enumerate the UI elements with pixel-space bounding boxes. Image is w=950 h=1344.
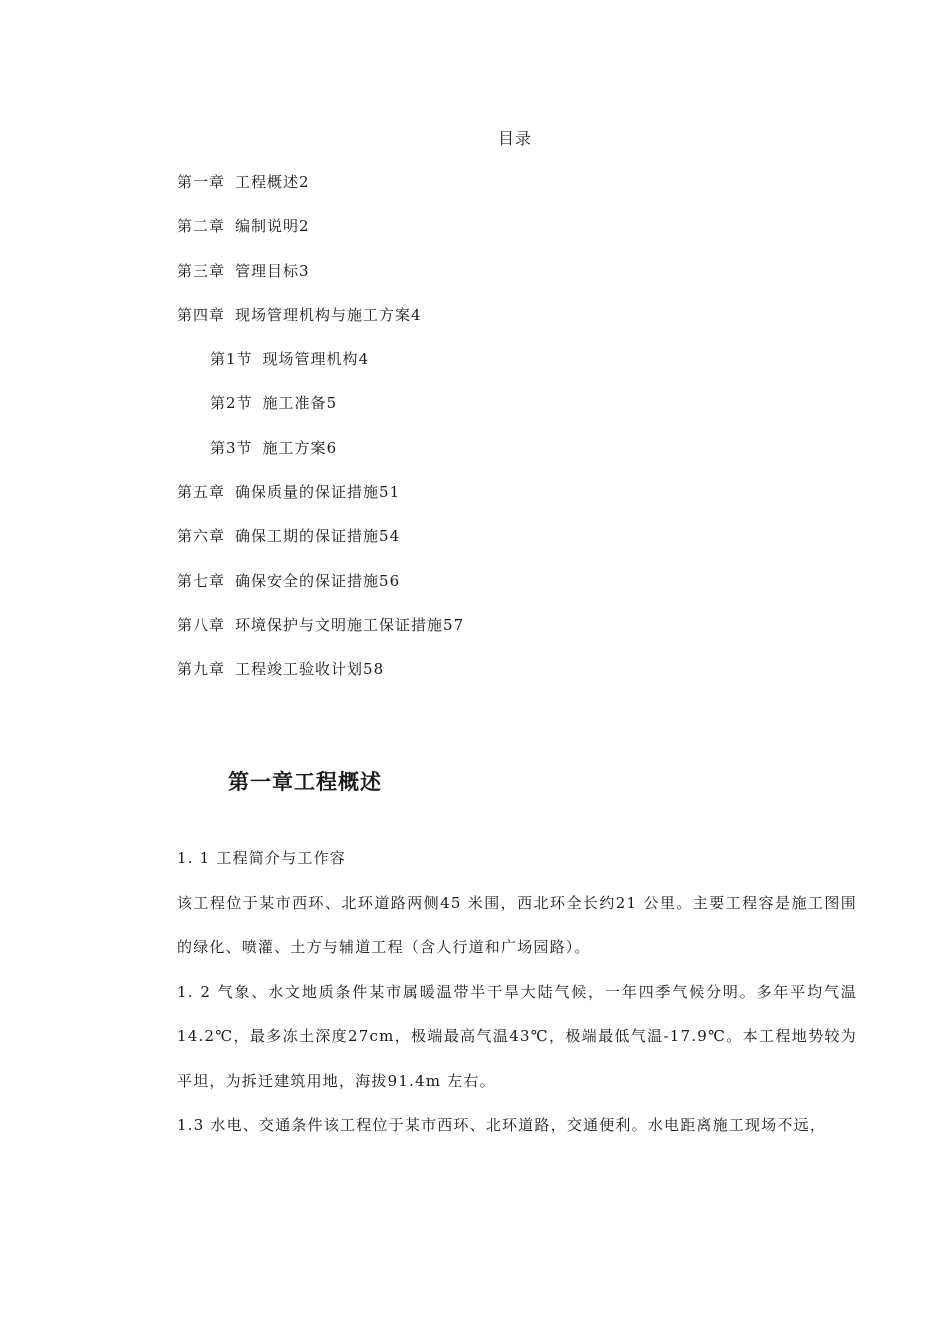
- toc-item-number: 第八章: [177, 615, 226, 634]
- toc-item-page: 4: [411, 305, 422, 324]
- paragraph: 1. 2 气象、水文地质条件某市属暖温带半干旱大陆气候，一年四季气候分明。多年平均气温14.2℃，最多冻土深度27cm，极端最高气温43℃，极端最低气温-17.9℃。本工程地势较为平坦，为拆迁建筑用地，海拔91.4m 左右。: [177, 982, 857, 1090]
- toc-item-number: 第二章: [177, 217, 226, 236]
- toc-item-number: 第四章: [177, 305, 226, 324]
- toc-item-page: 57: [443, 615, 465, 634]
- toc-item-label: 确保安全的保证措施: [235, 571, 380, 590]
- toc-item[interactable]: [177, 215, 857, 259]
- toc-item-label: 编制说明: [235, 217, 300, 236]
- toc-item-page: 51: [379, 483, 401, 502]
- toc-item-label: 环境保护与文明施工保证措施: [235, 615, 444, 634]
- toc-item[interactable]: [177, 260, 857, 304]
- toc-item-number: 第三章: [177, 261, 226, 280]
- toc-item-label: 工程竣工验收计划: [235, 660, 364, 679]
- toc-item-page: 5: [326, 394, 338, 413]
- toc-item[interactable]: [177, 614, 857, 658]
- toc-item-label: 确保工期的保证措施: [235, 527, 380, 546]
- toc-item-page: 58: [363, 660, 385, 679]
- toc-item[interactable]: [177, 525, 857, 569]
- toc-title: 目录: [497, 129, 532, 148]
- toc-item-label: 施工方案: [262, 438, 327, 457]
- toc-item-number: 第2节: [210, 394, 253, 413]
- toc-subitem[interactable]: [177, 348, 857, 392]
- toc-item[interactable]: [177, 570, 857, 614]
- toc-item-label: 施工准备: [262, 394, 327, 413]
- toc-item-number: 第七章: [177, 571, 226, 590]
- toc-item-page: 4: [358, 350, 370, 369]
- section-title: 1. 1 工程简介与工作容: [177, 849, 346, 867]
- toc-item-number: 第六章: [177, 527, 226, 546]
- toc-item-label: 管理目标: [235, 261, 300, 280]
- toc-item[interactable]: [177, 304, 857, 348]
- toc-item-label: 现场管理机构与施工方案: [235, 305, 412, 324]
- table-of-contents: [177, 171, 857, 703]
- toc-item-page: 2: [299, 173, 310, 191]
- toc-item-label: 工程概述: [235, 173, 300, 191]
- toc-item-label: 现场管理机构: [262, 350, 359, 369]
- toc-item[interactable]: [177, 658, 857, 702]
- chapter-body: [177, 836, 857, 1148]
- toc-item-number: 第1节: [210, 350, 253, 369]
- toc-subitem[interactable]: [177, 392, 857, 436]
- toc-item-number: 第3节: [210, 438, 253, 457]
- toc-item-page: 6: [326, 438, 338, 457]
- toc-item-page: 54: [379, 527, 401, 546]
- toc-item-number: 第一章: [177, 173, 226, 191]
- paragraph: 1.3 水电、交通条件该工程位于某市西环、北环道路，交通便利。水电距离施工现场不远，: [177, 1116, 827, 1134]
- chapter-heading: 第一章工程概述: [228, 770, 382, 794]
- toc-subitem[interactable]: [177, 437, 857, 481]
- toc-item[interactable]: [177, 171, 857, 215]
- toc-item-page: 2: [299, 217, 310, 236]
- toc-item-number: 第九章: [177, 660, 226, 679]
- toc-item-number: 第五章: [177, 483, 226, 502]
- toc-item-label: 确保质量的保证措施: [235, 483, 380, 502]
- toc-item-page: 3: [299, 261, 310, 280]
- paragraph: 该工程位于某市西环、北环道路两侧45 米围，西北环全长约21 公里。主要工程容是施工图围的绿化、喷灌、土方与辅道工程（含人行道和广场园路）。: [177, 893, 857, 956]
- toc-item[interactable]: [177, 481, 857, 525]
- toc-item-page: 56: [379, 571, 401, 590]
